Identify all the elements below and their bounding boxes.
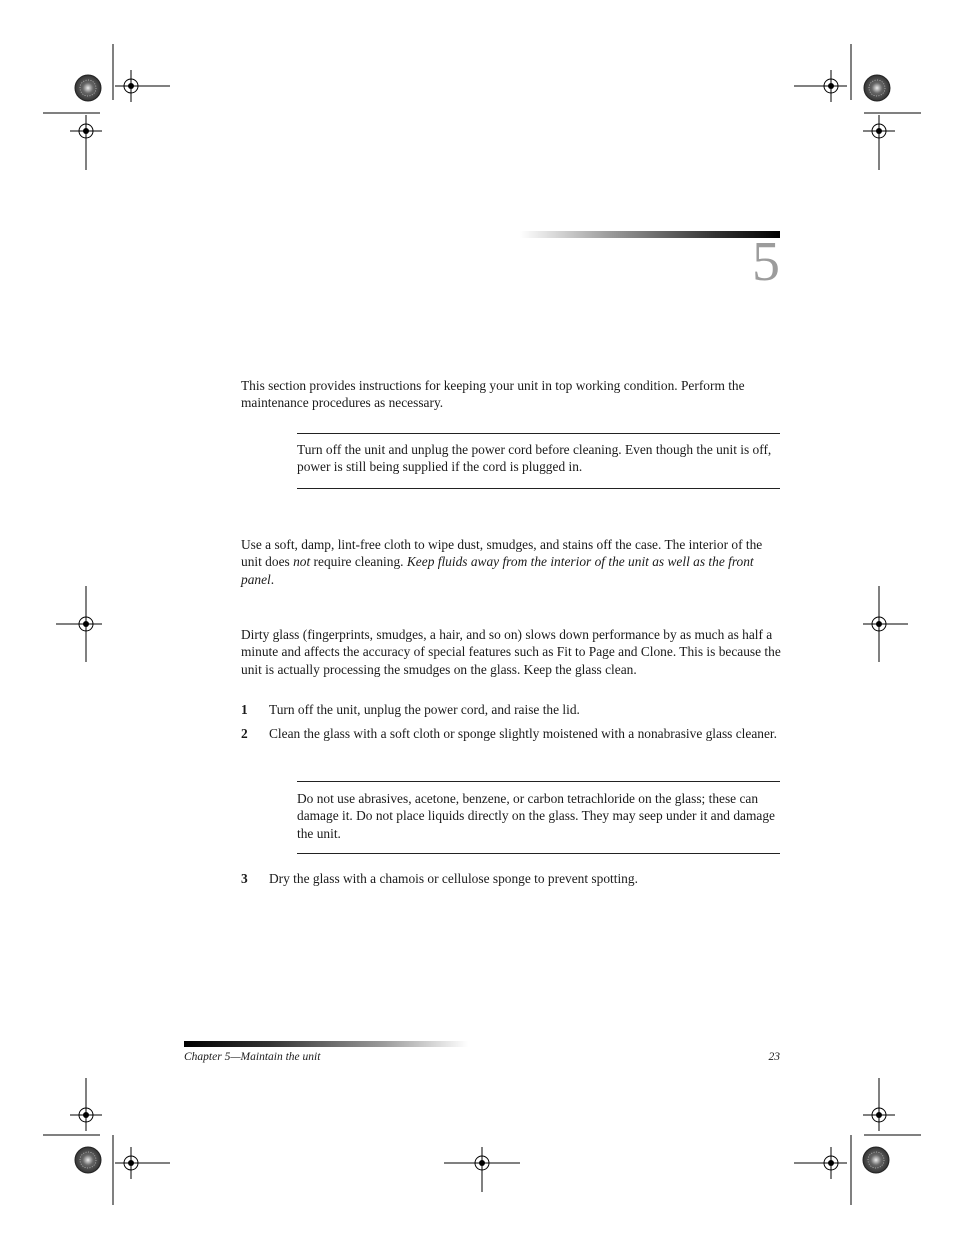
registration-mark-bottom-left-a: [70, 1099, 102, 1131]
rosette-mark-top-left: [75, 75, 101, 101]
chapter-number: 5: [752, 231, 780, 293]
page-number: 23: [768, 1051, 780, 1063]
intro-paragraph: This section provides instructions for keeping your unit in top working condition. Perform the maintenance procedures as necessary.: [241, 378, 745, 411]
glass-paragraph: Dirty glass (fingerprints, smudges, a hair, and so on) slows down performance by as much as half a minute and affects the accuracy of special features such as Fit to Page and Clone. This is because the unit is actually processing the smudges on the glass. Keep the glass clean.: [241, 627, 781, 677]
case-emphasis-not: not: [293, 554, 311, 570]
step-text: Dry the glass with a chamois or cellulose sponge to prevent spotting.: [269, 871, 638, 886]
rosette-mark-top-right: [864, 75, 890, 101]
step-number: 1: [241, 702, 248, 717]
step-text: Turn off the unit, unplug the power cord, and raise the lid.: [269, 702, 580, 717]
case-text-end: .: [270, 571, 275, 587]
registration-mark-mid-left: [70, 608, 102, 640]
step-item: [241, 870, 786, 887]
registration-mark-top-right-a: [815, 70, 847, 102]
step-text: Clean the glass with a soft cloth or sponge slightly moistened with a nonabrasive glass cleaner.: [269, 726, 777, 741]
warning-note: [297, 433, 780, 489]
registration-mark-mid-right: [863, 608, 895, 640]
case-cleaning-paragraph: [241, 536, 786, 588]
caution-note-text: Do not use abrasives, acetone, benzene, or carbon tetrachloride on the glass; these can damage it. Do not place liquids directly on the glass. They may seep under it and damage the unit.: [297, 791, 775, 841]
step-number: 3: [241, 871, 248, 886]
case-text-1: Use a soft, damp, lint-free cloth to wipe dust, smudges, and stains off the case. The interior of the unit does: [241, 537, 763, 570]
step-item: [241, 725, 786, 742]
rosette-mark-bottom-left: [75, 1147, 101, 1173]
caution-note: [297, 781, 780, 854]
case-italic-warning: Keep fluids away from the interior of the unit as well as the front panel: [241, 554, 754, 587]
registration-mark-top-right-b: [863, 115, 895, 147]
warning-note-text: Turn off the unit and unplug the power cord before cleaning. Even though the unit is off, power is still being supplied if the cord is plugged in.: [297, 442, 772, 475]
step-number: 2: [241, 726, 248, 741]
footer-chapter-title: Chapter 5—Maintain the unit: [184, 1051, 321, 1063]
footer-bar: [184, 1041, 468, 1047]
rosette-mark-bottom-right: [863, 1147, 889, 1173]
registration-mark-bottom-right-a: [863, 1099, 895, 1131]
registration-mark-top-left-a: [115, 70, 147, 102]
step-item: [241, 701, 786, 718]
registration-mark-top-left-b: [70, 115, 102, 147]
registration-mark-bottom-center: [466, 1147, 498, 1179]
registration-mark-bottom-left-b: [115, 1147, 147, 1179]
registration-mark-bottom-right-b: [815, 1147, 847, 1179]
case-text-2: require cleaning.: [310, 554, 407, 570]
